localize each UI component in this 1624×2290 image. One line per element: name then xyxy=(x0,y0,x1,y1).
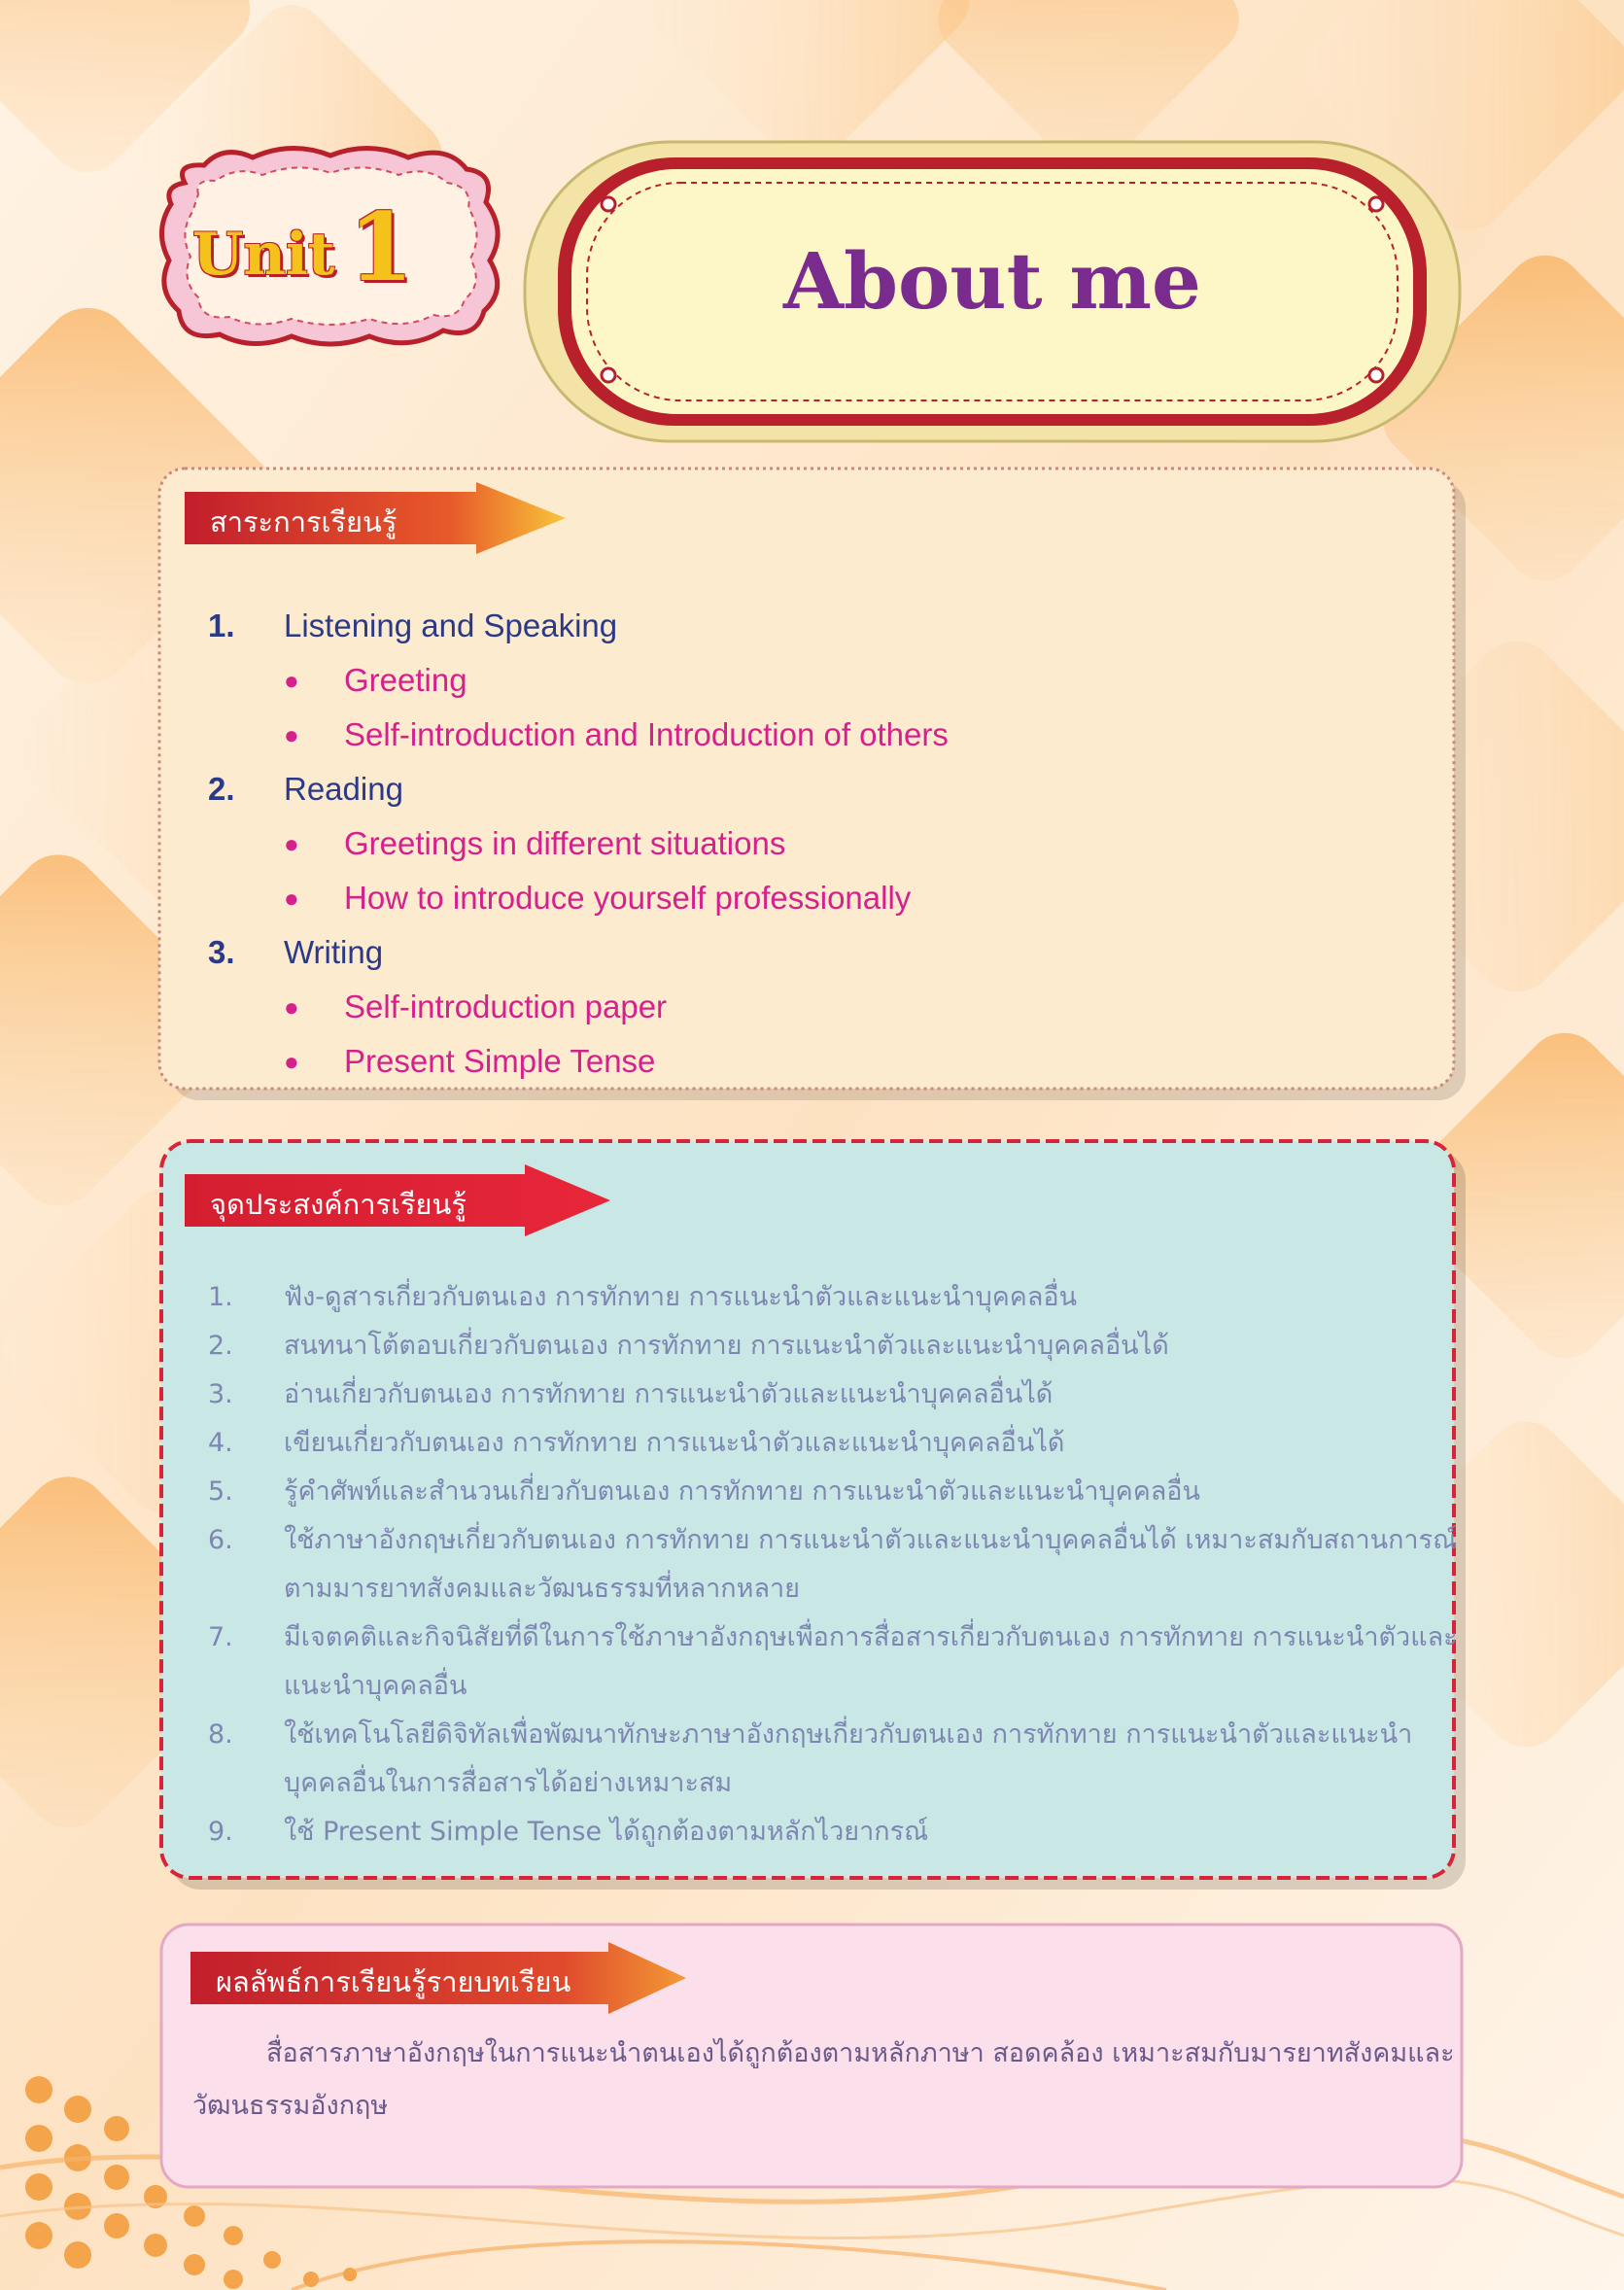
outcome-heading: ผลลัพธ์การเรียนรู้รายบทเรียน xyxy=(216,1965,571,1998)
content-section xyxy=(208,762,1471,925)
bullet-icon: ● xyxy=(284,991,299,1022)
section-label: Listening and Speaking xyxy=(284,607,618,643)
list-item xyxy=(208,816,1471,871)
list-item xyxy=(208,708,1471,762)
item-number: 3. xyxy=(208,1379,233,1409)
unit-label xyxy=(192,192,474,302)
list-item xyxy=(208,1516,1471,1613)
item-text: อ่านเกี่ยวกับตนเอง การทักทาย การแนะนำตัวและแนะนำบุคคลอื่นได้ xyxy=(284,1379,1054,1409)
page-title: About me xyxy=(783,235,1201,327)
list-item xyxy=(208,1468,1471,1516)
objectives-list xyxy=(208,1273,1471,1856)
item-number: 2. xyxy=(208,1331,233,1361)
section-label: Reading xyxy=(284,771,403,807)
item-text: ใช้ Present Simple Tense ได้ถูกต้องตามหลักไวยากรณ์ xyxy=(284,1817,929,1847)
list-item-text: Self-introduction and Introduction of others xyxy=(344,716,949,752)
unit-badge xyxy=(155,144,505,350)
outcome-heading-ribbon xyxy=(190,1942,686,2014)
list-item xyxy=(208,653,1471,708)
outcome-panel xyxy=(157,1921,1466,2191)
list-item xyxy=(208,980,1471,1034)
unit-number: 1 xyxy=(348,192,414,302)
bullet-icon: ● xyxy=(284,1046,299,1076)
section-heading xyxy=(208,925,1471,980)
section-number: 2. xyxy=(208,771,235,807)
objectives-panel xyxy=(157,1137,1466,1890)
item-text: ใช้เทคโนโลยีดิจิทัลเพื่อพัฒนาทักษะภาษาอังกฤษเกี่ยวกับตนเอง การทักทาย การแนะนำตัวและแนะนำบุคคลอื่นในการสื่อสารได้อย่างเหมาะสม xyxy=(284,1719,1413,1798)
section-heading xyxy=(208,762,1471,816)
list-item-text: Present Simple Tense xyxy=(344,1043,656,1079)
bullet-icon: ● xyxy=(284,828,299,858)
section-number: 1. xyxy=(208,607,235,643)
content-list xyxy=(208,599,1471,1089)
list-item xyxy=(208,1808,1471,1856)
item-number: 5. xyxy=(208,1476,233,1507)
section-heading xyxy=(208,599,1471,653)
unit-word: Unit xyxy=(192,221,335,289)
objectives-heading-ribbon xyxy=(185,1164,610,1236)
item-number: 9. xyxy=(208,1817,233,1847)
bullet-icon: ● xyxy=(284,665,299,695)
list-item xyxy=(208,1419,1471,1468)
list-item xyxy=(208,1034,1471,1089)
item-text: รู้คำศัพท์และสำนวนเกี่ยวกับตนเอง การทักทาย การแนะนำตัวและแนะนำบุคคลอื่น xyxy=(284,1476,1200,1507)
list-item xyxy=(208,871,1471,925)
list-item-text: Self-introduction paper xyxy=(344,989,668,1024)
list-item-text: Greeting xyxy=(344,662,467,698)
item-number: 7. xyxy=(208,1622,233,1652)
list-item-text: How to introduce yourself professionally xyxy=(344,880,912,916)
content-panel xyxy=(157,467,1466,1100)
item-text: ใช้ภาษาอังกฤษเกี่ยวกับตนเอง การทักทาย การแนะนำตัวและแนะนำบุคคลอื่นได้ เหมาะสมกับสถานการณ์ตามมารยาทสังคมและวัฒนธรรมที่หลากหลาย xyxy=(284,1525,1458,1604)
item-text: สนทนาโต้ตอบเกี่ยวกับตนเอง การทักทาย การแนะนำตัวและแนะนำบุคคลอื่นได้ xyxy=(284,1331,1169,1361)
section-label: Writing xyxy=(284,934,384,970)
bullet-icon: ● xyxy=(284,883,299,913)
list-item-text: Greetings in different situations xyxy=(344,825,786,861)
bullet-icon: ● xyxy=(284,719,299,749)
list-item xyxy=(208,1322,1471,1371)
list-item xyxy=(208,1711,1471,1808)
outcome-text: สื่อสารภาษาอังกฤษในการแนะนำตนเองได้ถูกต้องตามหลักภาษา สอดคล้อง เหมาะสมกับมารยาทสังคมและวัฒนธรรมอังกฤษ xyxy=(192,2038,1455,2121)
title-banner xyxy=(523,140,1462,443)
content-heading: สาระการเรียนรู้ xyxy=(210,505,397,538)
content-heading-ribbon xyxy=(185,482,566,554)
list-item xyxy=(208,1273,1471,1322)
section-number: 3. xyxy=(208,934,235,970)
objectives-heading: จุดประสงค์การเรียนรู้ xyxy=(210,1188,466,1221)
item-number: 4. xyxy=(208,1428,233,1458)
content-section xyxy=(208,925,1471,1089)
item-number: 6. xyxy=(208,1525,233,1555)
list-item xyxy=(208,1371,1471,1419)
list-item xyxy=(208,1613,1471,1711)
item-number: 1. xyxy=(208,1282,233,1312)
item-number: 8. xyxy=(208,1719,233,1750)
item-text: ฟัง-ดูสารเกี่ยวกับตนเอง การทักทาย การแนะนำตัวและแนะนำบุคคลอื่น xyxy=(284,1282,1078,1312)
item-text: มีเจตคติและกิจนิสัยที่ดีในการใช้ภาษาอังกฤษเพื่อการสื่อสารเกี่ยวกับตนเอง การทักทาย การแนะนำตัวและแนะนำบุคคลอื่น xyxy=(284,1622,1458,1701)
content-section xyxy=(208,599,1471,762)
item-text: เขียนเกี่ยวกับตนเอง การทักทาย การแนะนำตัวและแนะนำบุคคลอื่นได้ xyxy=(284,1428,1065,1458)
